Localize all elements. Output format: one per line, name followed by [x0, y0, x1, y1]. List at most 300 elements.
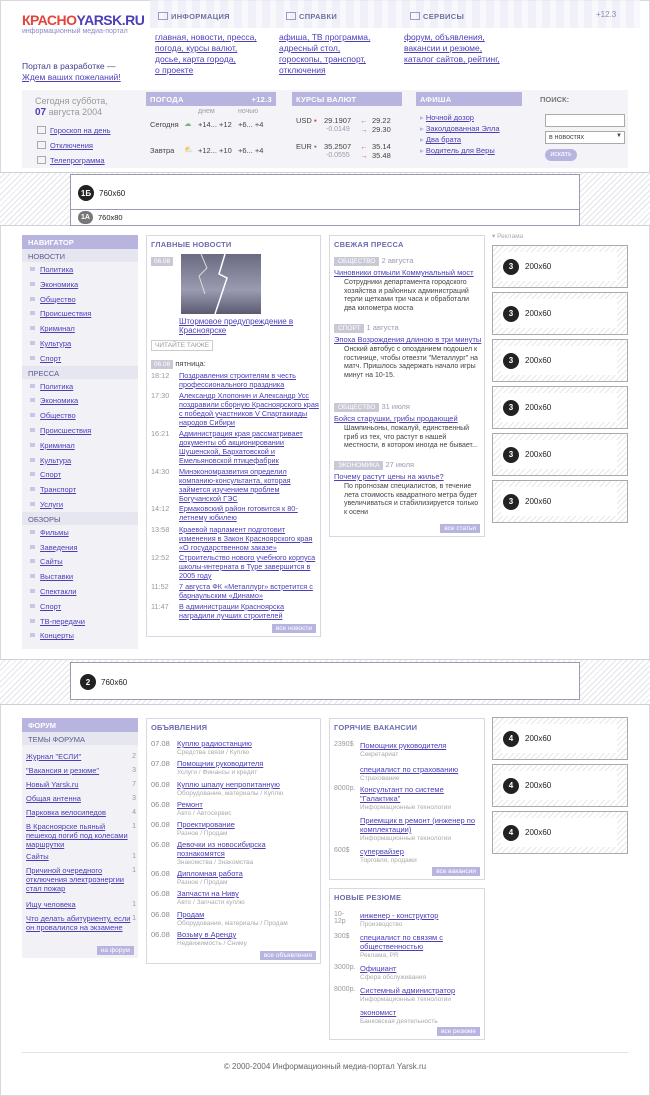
forum-count: 3 — [132, 795, 136, 802]
afisha-title: АФИША — [416, 92, 522, 106]
nav-item[interactable]: Общество — [22, 408, 138, 423]
nav-item[interactable]: Общество — [22, 292, 138, 307]
nav-item[interactable]: ТВ-передачи — [22, 614, 138, 629]
press-tag: ОБЩЕСТВО — [334, 403, 379, 412]
header-link[interactable]: форум, объявления, — [404, 32, 485, 42]
news-link[interactable]: Краевой парламент подготовит изменения в Закон Красноярского края «О государственном заказе» — [179, 525, 313, 552]
ad-category: Услуги / Финансы и кредит — [177, 769, 258, 776]
news-day-badge: 06.08 — [151, 360, 173, 369]
ad-link[interactable]: Запчасти на Ниву — [177, 889, 239, 898]
ad-item — [151, 889, 311, 909]
header-link[interactable]: погода, курсы валют, — [155, 43, 238, 53]
banner-1a-num: 1А — [78, 211, 93, 224]
resume-salary: 300$ — [334, 933, 350, 940]
vacancy-link[interactable]: Консультант по системе "Галактика" — [360, 785, 444, 803]
weather-today-label: Сегодня — [150, 120, 179, 129]
press-title-link[interactable]: Чиновники отмыли Коммунальный мост — [334, 268, 474, 277]
forum-count: 3 — [132, 767, 136, 774]
forum-topic-link[interactable]: Сайты — [26, 852, 49, 861]
news-time: 14:30 — [151, 467, 170, 476]
side-banner-num: 3 — [503, 400, 519, 416]
eur-change: -0.0555 — [326, 152, 350, 159]
banner-2-num: 2 — [80, 674, 96, 690]
forum-item — [26, 822, 134, 849]
banner-1b[interactable] — [70, 174, 580, 210]
nav-item[interactable]: Политика — [22, 262, 138, 277]
ad-item — [151, 820, 311, 840]
logo-text-a: КРАСНО — [22, 12, 77, 28]
forum-count: 7 — [132, 781, 136, 788]
forum-count: 1 — [132, 853, 136, 860]
all-news-link[interactable]: все новости — [272, 624, 316, 633]
banner-1b-num: 1Б — [78, 185, 94, 201]
portal-line1: Портал в разработке — — [22, 61, 116, 71]
header-link[interactable]: гороскопы, транспорт, — [279, 54, 366, 64]
banner-2-size: 760x60 — [101, 677, 128, 687]
header-link[interactable]: отключения — [279, 65, 326, 75]
search-input[interactable] — [545, 114, 625, 127]
ad-category: Знакомства / Знакомства — [177, 859, 254, 866]
news-day-label: пятница: — [175, 359, 206, 368]
header-link[interactable]: о проекте — [155, 65, 194, 75]
press-text: Сотрудники департамента городского хозяйства и районных администраций терли щетками три часа и обработали два километра моста — [344, 279, 470, 312]
ad-link[interactable]: Продам — [177, 910, 205, 919]
to-forum-link[interactable]: на форум — [97, 946, 134, 955]
afisha-item[interactable]: Два брата — [425, 135, 462, 144]
chevron-down-icon: ▼ — [616, 133, 622, 139]
main-news-title: ГЛАВНЫЕ НОВОСТИ — [151, 240, 232, 249]
banner-2-label — [80, 674, 127, 690]
nav-item[interactable]: Политика — [22, 379, 138, 394]
ad-link[interactable]: Возьму в Аренду — [177, 930, 237, 939]
press-title-link[interactable]: Эпоха Возрождения длиною в три минуты — [334, 335, 482, 344]
cloud-icon: ☁ — [184, 119, 192, 128]
resume-salary: 3000р. — [334, 964, 356, 971]
rates-title: КУРСЫ ВАЛЮТ — [292, 92, 402, 106]
ad-item — [151, 739, 311, 759]
press-title: СВЕЖАЯ ПРЕССА — [334, 240, 404, 249]
side-banner-3[interactable] — [492, 433, 628, 476]
header-temperature: +12.3 — [596, 10, 617, 19]
nav-item[interactable]: Концерты — [22, 628, 138, 643]
cloud-sun-icon: ⛅ — [184, 145, 194, 154]
nav-item[interactable]: Транспорт — [22, 482, 138, 497]
press-item — [334, 323, 482, 380]
forum-item — [26, 914, 134, 932]
nav-item[interactable]: Криминал — [22, 321, 138, 336]
vacancy-link[interactable]: Приемщик в ремонт (инженер по комплектации) — [360, 816, 476, 834]
press-title-link[interactable]: Почему растут цены на жилье? — [334, 472, 444, 481]
news-link[interactable]: Минэкономразвития определил компанию-консультанта, которая займется изучением проблем Богучанской ГЭС — [179, 467, 291, 503]
forum-count: 4 — [132, 809, 136, 816]
navigator — [22, 235, 138, 649]
header-link[interactable]: главная, новости, пресса, — [155, 32, 257, 42]
forum-item — [26, 752, 134, 761]
usd-flag-icon: ▪ — [314, 116, 317, 125]
forum-item — [26, 900, 134, 909]
ad-link[interactable]: Ремонт — [177, 800, 203, 809]
press-item — [334, 256, 482, 313]
sell-arrow-icon: → — [360, 151, 368, 160]
nav-item[interactable]: Заведения — [22, 540, 138, 555]
quick-link-tv[interactable]: Телепрограмма — [50, 156, 105, 165]
services-links — [404, 32, 500, 65]
side-banner-size: 200x60 — [525, 828, 552, 837]
news-link[interactable]: Строительство нового учебного корпуса школы-интерната в Туре завершится в 2005 году — [179, 553, 316, 580]
news-link[interactable]: 7 августа ФК «Металлург» встретится с барнаульским «Динамо» — [179, 582, 313, 600]
afisha-item[interactable]: Водитель для Веры — [425, 146, 495, 155]
afisha-item[interactable]: Ночной дозор — [425, 113, 474, 122]
nav-item[interactable]: Услуги — [22, 497, 138, 512]
press-date: 27 июля — [385, 460, 415, 469]
news-time: 17:30 — [151, 391, 170, 400]
portal-notice — [22, 61, 132, 83]
header-link[interactable]: досье, карта города, — [155, 54, 236, 64]
banner-1b-label — [78, 185, 125, 201]
forum-count: 1 — [132, 901, 136, 908]
forum-topic-link[interactable]: Ищу человека — [26, 900, 76, 909]
nav-item[interactable]: Фильмы — [22, 525, 138, 540]
weather-temp: +12.3 — [251, 95, 272, 104]
news-time: 16:21 — [151, 429, 170, 438]
vacancy-link[interactable]: супервайзер — [360, 847, 404, 856]
all-ads-link[interactable]: все объявления — [260, 951, 316, 960]
resume-link[interactable]: Системный администратор — [360, 986, 456, 995]
all-articles-link[interactable]: все статьи — [440, 524, 480, 533]
vacancy-category: Страхование — [360, 775, 400, 782]
outage-icon — [37, 141, 46, 149]
banner-2[interactable] — [70, 662, 580, 700]
eur-buy: 35.14 — [372, 142, 391, 151]
weather-widget — [146, 92, 276, 166]
forum-item — [26, 866, 134, 893]
news-photo[interactable] — [181, 254, 261, 314]
vacancy-salary: 600$ — [334, 847, 350, 854]
news-link[interactable]: Ермаковский район готовится к 80-летнему юбилею — [179, 504, 298, 522]
search-scope-select[interactable] — [545, 131, 625, 144]
side-banner-4[interactable] — [492, 811, 628, 854]
forum-count: 1 — [132, 823, 136, 830]
forum-item — [26, 794, 134, 803]
chevron-right-icon: ▸ — [420, 124, 424, 133]
press-date: 1 августа — [366, 323, 399, 332]
press-text: Шампиньоны, пожалуй, единственный гриб из тех, что растут в нашей местности, в котором иногда не бывает... — [344, 425, 478, 449]
side-banner-num: 4 — [503, 778, 519, 794]
nav-item[interactable]: Сайты — [22, 554, 138, 569]
all-resumes-link[interactable]: все резюме — [437, 1027, 480, 1036]
resume-link[interactable]: специалист по связям с общественностью — [360, 933, 443, 951]
nav-title: НАВИГАТОР — [22, 235, 138, 249]
side-banner-4[interactable] — [492, 764, 628, 807]
ad-link[interactable]: Дипломная работа — [177, 869, 243, 878]
forum-topic-link[interactable]: Причиной очередного отключения электроэнергии стал пожар — [26, 866, 124, 893]
side-banner-num: 4 — [503, 731, 519, 747]
side-banner-3[interactable] — [492, 245, 628, 288]
resume-link[interactable]: экономист — [360, 1008, 397, 1017]
tab-references-label: СПРАВКИ — [299, 12, 338, 21]
nav-item[interactable]: Спорт — [22, 599, 138, 614]
ad-category: Авто / Запчасти куплю — [177, 899, 245, 906]
all-vacancies-link[interactable]: все вакансии — [432, 867, 480, 876]
nav-section-press[interactable]: ПРЕССА — [22, 366, 138, 379]
press-tag: СПОРТ — [334, 324, 364, 333]
banner-1a-size: 760x80 — [98, 213, 123, 222]
side-banner-size: 200x60 — [525, 497, 552, 506]
press-text: По прогнозам специалистов, в течение лета стоимость квадратного метра будет увеличиваться и стабилизируется только к осени — [344, 483, 479, 516]
ad-date: 06.08 — [151, 840, 170, 849]
logo-text-b: YARSK.RU — [76, 12, 145, 28]
forum-topic-link[interactable]: В Красноярске пьяный пешеход погиб под колесами маршрутки — [26, 822, 128, 849]
today-rest: августа 2004 — [48, 107, 103, 117]
nav-item[interactable]: Экономика — [22, 277, 138, 292]
eur-sell: 35.48 — [372, 151, 391, 160]
vacancy-salary: 2390$ — [334, 741, 354, 748]
news-link[interactable]: Администрация края рассматривает документы об акционировании Шушенской, Бархатовской и Емельяновской птицефабрик — [179, 429, 303, 465]
ad-category: Разное / Продам — [177, 830, 228, 837]
afisha-item[interactable]: Заколдованная Элла — [425, 124, 500, 133]
header-link[interactable]: каталог сайтов, рейтинг, — [404, 54, 500, 64]
header-link[interactable]: вакансии и резюме, — [404, 43, 483, 53]
ad-link[interactable]: Помощник руководителя — [177, 759, 264, 768]
ads-title: ОБЪЯВЛЕНИЯ — [151, 723, 208, 732]
resume-category: Сфера обслуживания — [360, 974, 427, 981]
side-banner-size: 200x60 — [525, 356, 552, 365]
nav-item[interactable]: Спорт — [22, 351, 138, 366]
ad-item — [151, 800, 311, 820]
press-item — [334, 402, 482, 451]
logo[interactable] — [22, 12, 145, 54]
forum-item — [26, 766, 134, 775]
vacancy-category: Секретариат — [360, 751, 399, 758]
quick-link-outages[interactable]: Отключения — [50, 141, 93, 150]
news-link[interactable]: В администрации Красноярска наградили лучших строителей — [179, 602, 285, 620]
news-time: 11:52 — [151, 582, 169, 591]
side-banner-num: 3 — [503, 259, 519, 275]
forum-count: 2 — [132, 753, 136, 760]
ad-date: 07.08 — [151, 759, 170, 768]
vacancies-panel — [329, 718, 485, 880]
ad-item — [151, 840, 311, 868]
tab-services[interactable] — [410, 12, 464, 26]
nav-section-reviews[interactable]: ОБЗОРЫ — [22, 512, 138, 525]
ads-panel — [146, 718, 321, 964]
buy-arrow-icon: ← — [360, 142, 368, 151]
usd-buy: 29.22 — [372, 116, 391, 125]
nav-item[interactable]: Выставки — [22, 569, 138, 584]
ad-date: 06.08 — [151, 910, 170, 919]
search-button[interactable]: искать — [545, 149, 577, 161]
side-banner-3[interactable] — [492, 292, 628, 335]
resume-salary: 10-12р — [334, 911, 346, 925]
ad-link[interactable]: Куплю радиостанцию — [177, 739, 252, 748]
ad-category: Разное / Продам — [177, 879, 228, 886]
ad-caption-text: Реклама — [497, 233, 524, 240]
nav-item[interactable]: Происшествия — [22, 423, 138, 438]
banner-1a[interactable] — [70, 210, 580, 226]
side-banner-size: 200x60 — [525, 450, 552, 459]
header-link[interactable]: афиша, ТВ программа, — [279, 32, 371, 42]
forum-item — [26, 808, 134, 817]
forum-subtitle: ТЕМЫ ФОРУМА — [22, 732, 138, 745]
ad-date: 06.08 — [151, 820, 170, 829]
weather-tomorrow-values: +12... +10 +6... +4 — [198, 146, 264, 155]
horoscope-icon — [37, 126, 46, 134]
ad-category: Средства связи / Куплю — [177, 749, 250, 756]
usd-cb: 29.1907 — [324, 116, 352, 125]
banner-1b-size: 760x60 — [99, 188, 126, 198]
weather-col-day: днем — [198, 108, 215, 115]
today-label: Сегодня суббота, — [35, 96, 108, 106]
news-link[interactable]: Поздравления строителям в честь профессионального праздника — [179, 371, 296, 389]
quick-links — [37, 123, 111, 168]
chevron-right-icon: ▸ — [420, 135, 424, 144]
forum-topic-link[interactable]: Журнал "ЕСЛИ" — [26, 752, 82, 761]
eur-label: EUR — [296, 142, 312, 151]
ad-item — [151, 780, 311, 800]
side-banner-size: 200x60 — [525, 734, 552, 743]
chevron-right-icon: ▸ — [420, 146, 424, 155]
today-date — [35, 96, 108, 118]
sell-arrow-icon: → — [360, 125, 368, 134]
resume-category: Банковская деятельность — [360, 1018, 438, 1025]
news-time: 13:58 — [151, 525, 170, 534]
news-time: 11:47 — [151, 602, 169, 611]
side-banner-num: 3 — [503, 353, 519, 369]
resumes-panel — [329, 888, 485, 1040]
nav-item[interactable]: Экономика — [22, 393, 138, 408]
vacancy-salary: 8000р. — [334, 785, 356, 792]
today-day: 07 — [35, 107, 47, 118]
side-banner-size: 200x60 — [525, 781, 552, 790]
vacancy-category: Информационные технологии — [360, 804, 451, 811]
news-time: 14:12 — [151, 504, 170, 513]
vacancies-title: ГОРЯЧИЕ ВАКАНСИИ — [334, 723, 418, 732]
news-time: 12:52 — [151, 553, 170, 562]
forum-topic-link[interactable]: Общая антенна — [26, 794, 81, 803]
side-banner-4[interactable] — [492, 717, 628, 760]
ad-date: 07.08 — [151, 739, 170, 748]
side-banner-num: 4 — [503, 825, 519, 841]
news-link[interactable]: Александр Хлопонин и Александр Усс поздравили сборную Красноярского края с победой участников V Спартакиады народов Сибири — [179, 391, 319, 427]
press-title-link[interactable]: Бойся старушки, грибы продающей — [334, 414, 458, 423]
ad-link[interactable]: Куплю шпалу непропитанную — [177, 780, 280, 789]
buy-arrow-icon: ← — [360, 116, 368, 125]
nav-item[interactable]: Культура — [22, 336, 138, 351]
resumes-title: НОВЫЕ РЕЗЮМЕ — [334, 893, 402, 902]
nav-section-news[interactable]: НОВОСТИ — [22, 249, 138, 262]
forum-item — [26, 852, 134, 861]
ad-category: Оборудование, материалы / Куплю — [177, 790, 284, 797]
chevron-right-icon: ▸ — [420, 113, 424, 122]
ad-item — [151, 910, 311, 930]
ad-date: 06.08 — [151, 930, 170, 939]
forum-topic-link[interactable]: Что делать абитуриенту, если он провалился на экзамене — [26, 914, 131, 932]
ad-category: Оборудование, материалы / Продам — [177, 920, 288, 927]
side-banner-3[interactable] — [492, 480, 628, 523]
eur-cb: 35.2507 — [324, 142, 352, 151]
ad-date: 06.08 — [151, 800, 170, 809]
ad-link[interactable]: Проектирование — [177, 820, 235, 829]
banner-1a-label — [78, 211, 123, 224]
press-text: Онский автобус с опозданием подошел к гостинице, чтобы отвезти "Металлург" на матч. Пришлось задержать начало игры минут на 10-15. — [344, 346, 478, 379]
tab-information[interactable] — [158, 12, 230, 26]
ad-date: 06.08 — [151, 780, 170, 789]
reference-icon — [286, 12, 296, 20]
forum-title: ФОРУМ — [22, 718, 138, 732]
header-link[interactable]: адресный стол, — [279, 43, 341, 53]
nav-item[interactable]: Криминал — [22, 438, 138, 453]
ad-category: Недвижимость / Сниму — [177, 940, 247, 947]
side-banner-3[interactable] — [492, 386, 628, 429]
vacancy-category: Информационные технологии — [360, 835, 451, 842]
news-day — [151, 359, 206, 369]
side-banner-size: 200x60 — [525, 309, 552, 318]
nav-item[interactable]: Спектакли — [22, 584, 138, 599]
usd-change: -0.0149 — [326, 126, 350, 133]
side-banner-num: 3 — [503, 447, 519, 463]
tab-references[interactable] — [286, 12, 337, 26]
forum-item — [26, 780, 134, 789]
forum-panel — [22, 718, 138, 958]
resume-category: Информационные технологии — [360, 996, 451, 1003]
ad-date: 06.08 — [151, 869, 170, 878]
tab-services-label: СЕРВИСЫ — [423, 12, 465, 21]
press-date: 31 июля — [381, 402, 410, 411]
tv-icon — [37, 156, 46, 164]
services-icon — [410, 12, 420, 20]
resume-link[interactable]: Официант — [360, 964, 397, 973]
info-links — [155, 32, 257, 76]
forum-count: 1 — [132, 867, 136, 874]
usd-label: USD — [296, 116, 312, 125]
nav-item[interactable]: Происшествия — [22, 306, 138, 321]
vacancy-link[interactable]: Помощник руководителя — [360, 741, 447, 750]
ad-caption — [492, 232, 523, 240]
side-banner-num: 3 — [503, 306, 519, 322]
main-news-panel — [146, 235, 321, 637]
info-icon — [158, 12, 168, 20]
forum-topic-link[interactable]: Новый Yarsk.ru — [26, 780, 79, 789]
nav-item[interactable]: Спорт — [22, 467, 138, 482]
photo-date — [151, 256, 173, 266]
photo-caption-link[interactable]: Штормовое предупреждение в Красноярске — [179, 317, 294, 335]
search-title: ПОИСК: — [540, 95, 570, 104]
side-banner-size: 200x60 — [525, 262, 552, 271]
nav-item[interactable]: Культура — [22, 453, 138, 468]
weather-title: ПОГОДА — [150, 95, 184, 104]
reference-links — [279, 32, 370, 76]
resume-salary: 8000р. — [334, 986, 356, 993]
ad-link[interactable]: Девочки из новосибирска познакомятся — [177, 840, 266, 858]
photo-date-badge: 06.08 — [151, 257, 173, 266]
resume-category: Производство — [360, 921, 403, 928]
forum-topic-link[interactable]: Парковка велосипедов — [26, 808, 106, 817]
side-banner-3[interactable] — [492, 339, 628, 382]
resume-link[interactable]: инженер - конструктор — [360, 911, 439, 920]
side-banner-num: 3 — [503, 494, 519, 510]
press-item — [334, 460, 482, 517]
vacancy-category: Торговля, продажи — [360, 857, 417, 864]
forum-topic-link[interactable]: "Вакансия и резюме" — [26, 766, 100, 775]
vacancy-link[interactable]: специалист по страхованию — [360, 765, 459, 774]
quick-link-horoscope[interactable]: Гороскоп на день — [50, 126, 111, 135]
afisha-widget — [416, 92, 522, 156]
ad-date: 06.08 — [151, 889, 170, 898]
tab-information-label: ИНФОРМАЦИЯ — [171, 12, 230, 21]
feedback-link[interactable]: Ждем ваших пожеланий! — [22, 72, 121, 82]
footer-divider — [22, 1052, 628, 1053]
eur-flag-icon: ▪ — [314, 142, 317, 151]
